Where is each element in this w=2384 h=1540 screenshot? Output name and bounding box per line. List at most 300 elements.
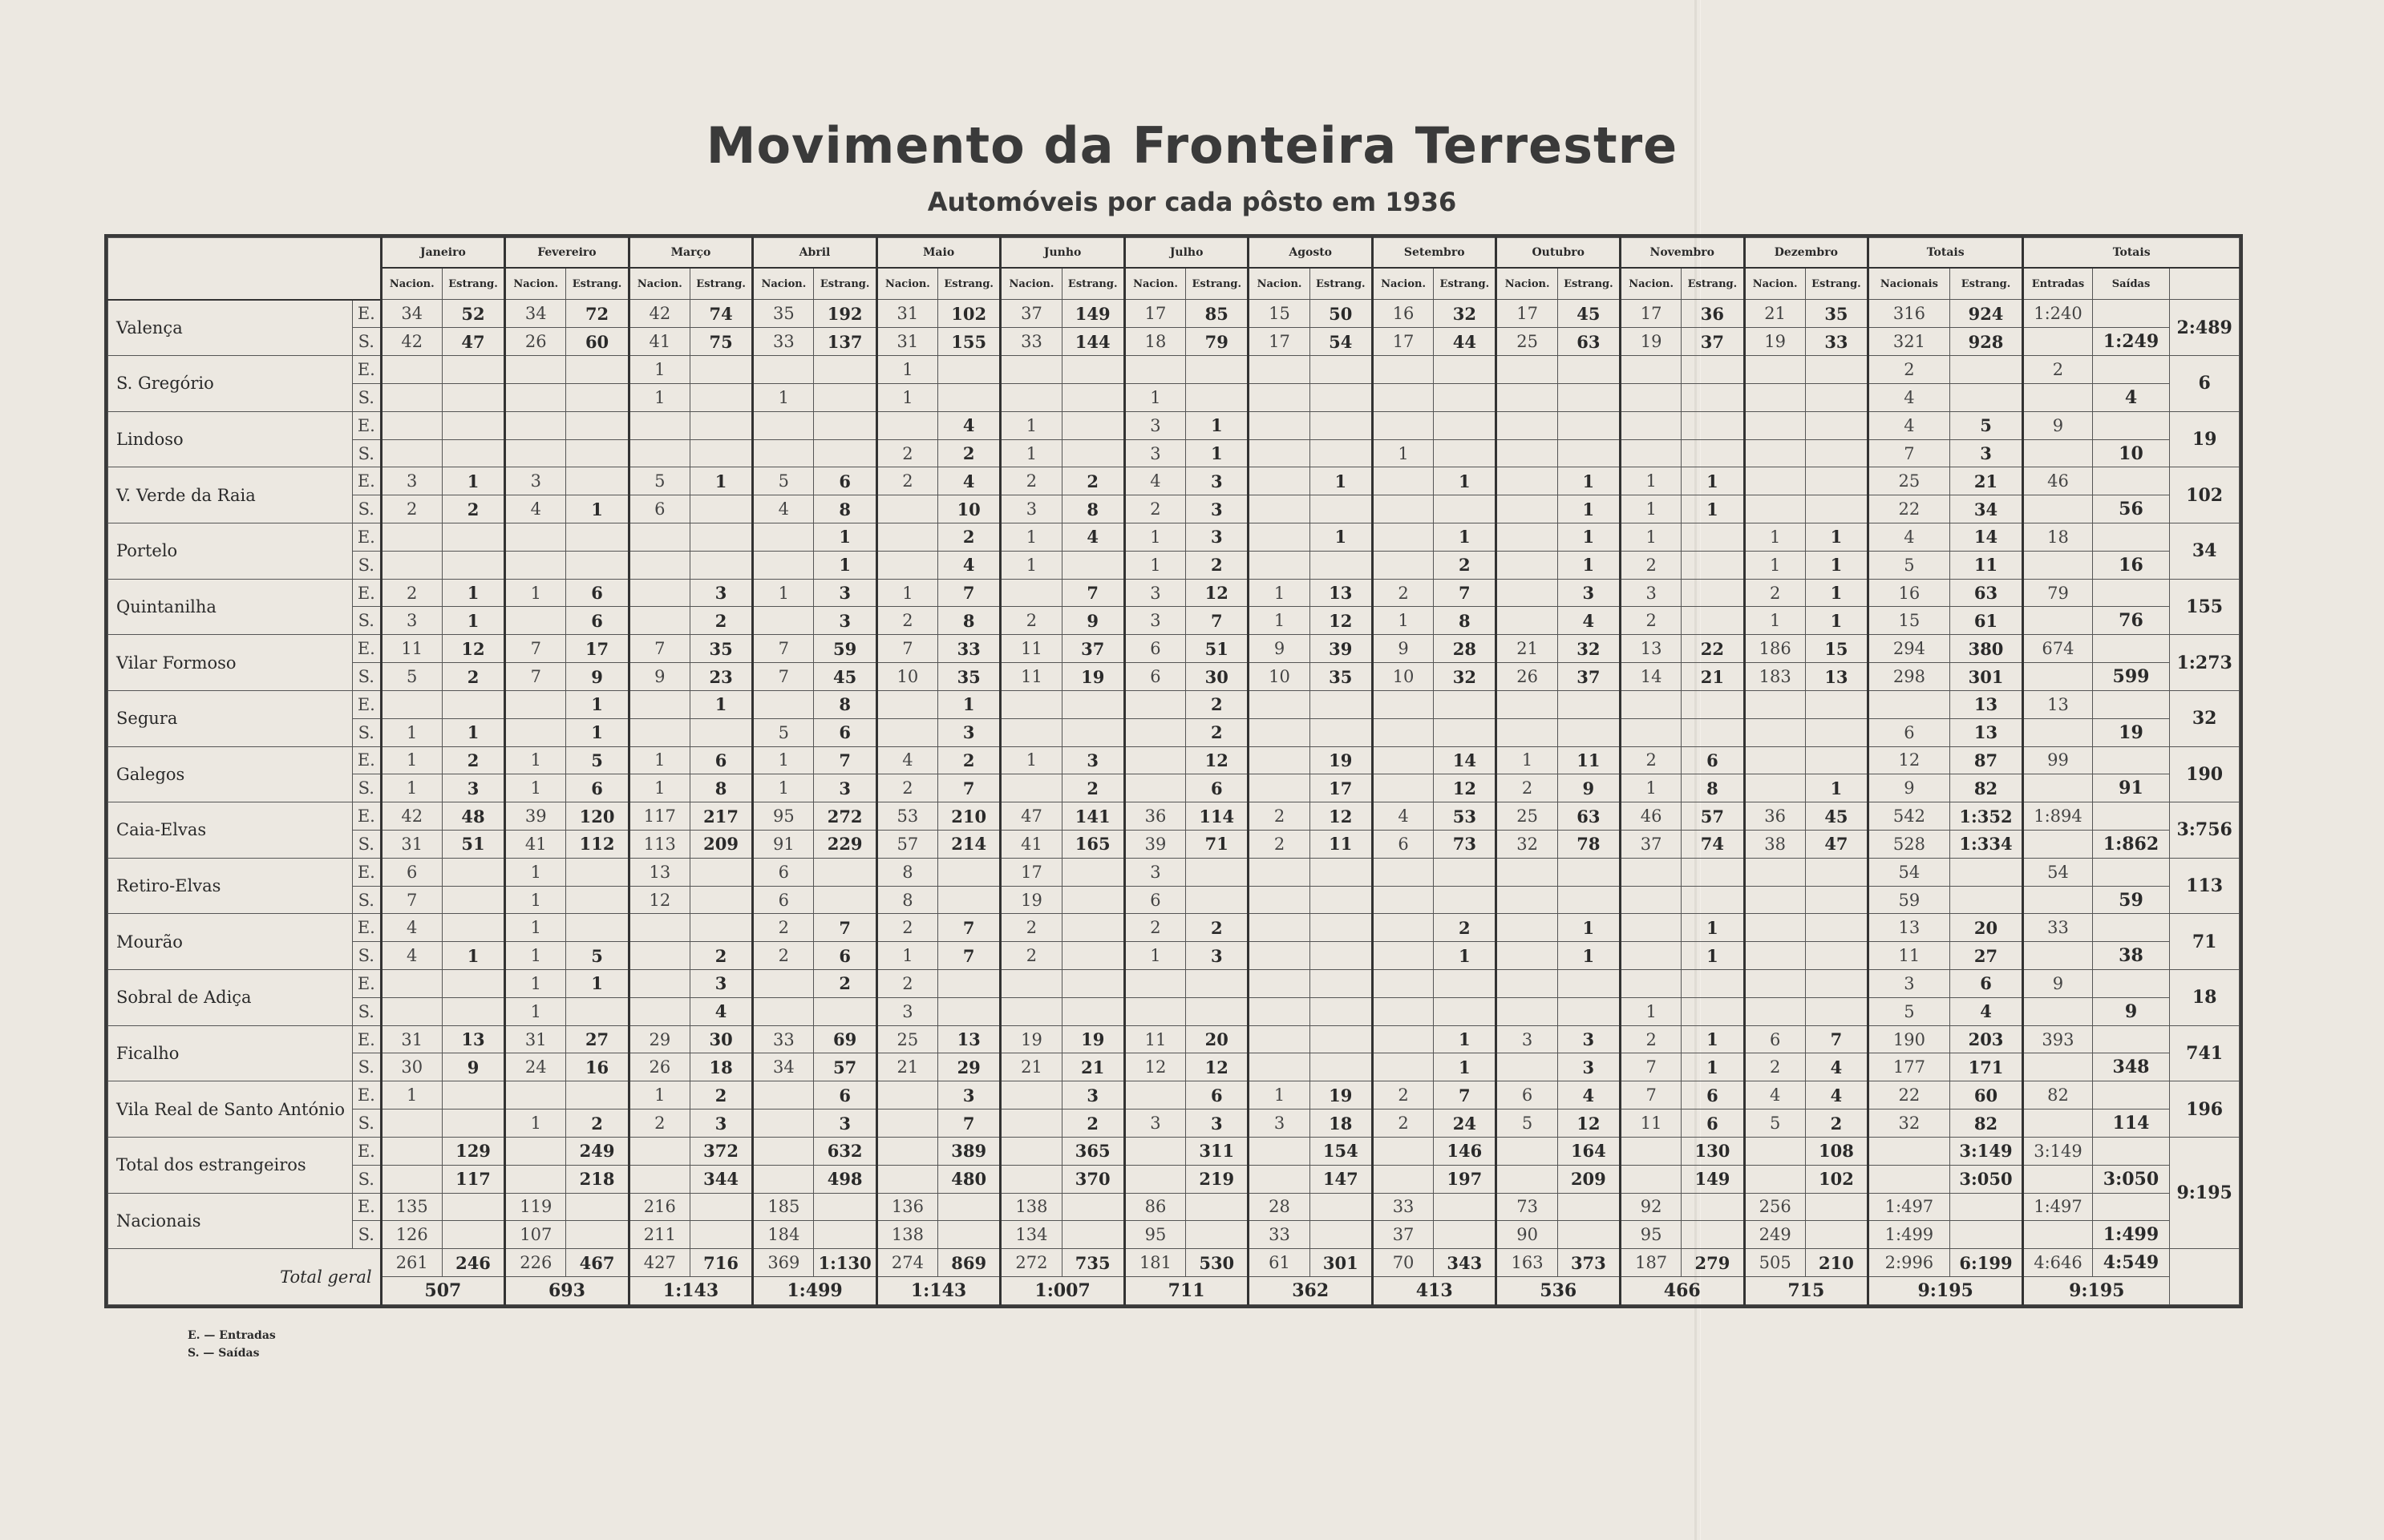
cell-nacion-blank [1372,1137,1433,1165]
total-geral-row [108,1276,2240,1304]
cell-nacion [1496,997,1557,1025]
cell-estrang [1805,439,1868,467]
cell-estrang: 2 [442,495,504,523]
total-entradas: 99 [2023,746,2092,774]
cell-nacion: 2 [1249,830,1309,858]
cell-estrang: 6 [1186,774,1249,802]
cell-estrang: 4 [1062,523,1124,552]
cell-estrang [690,356,752,384]
station-grand-total: 741 [2170,1025,2240,1081]
cell-nacion-sum: 61 [1249,1249,1309,1277]
cell-nacion-sum: 226 [505,1249,566,1277]
cell-nacion [505,356,566,384]
cell-estrang [690,495,752,523]
cell-estrang: 229 [814,830,876,858]
cell-nacion: 9 [1372,635,1433,663]
cell-estrang: 1 [1557,551,1620,579]
cell-nacion: 1 [381,746,442,774]
cell-estrang [1309,997,1372,1025]
cell-nacion [1744,411,1805,439]
cell-nacion [1496,886,1557,914]
total-nacionais: 59 [1868,886,1950,914]
cell-estrang [1434,495,1496,523]
cell-estrang: 27 [566,1025,629,1053]
table-row [108,607,2240,635]
cell-nacion: 1 [1001,523,1062,552]
total-nacionais: 294 [1868,635,1950,663]
cell-estrang-total: 108 [1805,1137,1868,1165]
cell-nacion-total: 256 [1744,1193,1805,1221]
cell-nacion [381,1110,442,1138]
total-nacionais: 13 [1868,914,1950,942]
nacionais-grand-total: 9:195 [2170,1137,2240,1248]
cell-estrang: 85 [1186,300,1249,328]
month-header: Abril [753,238,877,269]
cell-estrang: 13 [442,1025,504,1053]
cell-nacion-total: 185 [753,1193,814,1221]
total-saidas: 19 [2092,718,2170,746]
cell-nacion-sum: 272 [1001,1249,1062,1277]
cell-estrang [1557,690,1620,718]
cell-estrang: 19 [1062,663,1124,691]
cell-estrang [1682,997,1744,1025]
cell-estrang [1309,1053,1372,1081]
station-grand-total: 3:756 [2170,802,2240,859]
cell-nacion [1621,690,1682,718]
cell-estrang: 74 [1682,830,1744,858]
cell-nacion [1372,942,1433,970]
row-type-label: S. [353,774,382,802]
sub-header-estrang: Estrang. [1682,268,1744,300]
cell-estrang-sum: 869 [938,1249,1001,1277]
cell-estrang [1805,383,1868,411]
row-type-label: S. [353,439,382,467]
cell-estrang: 30 [690,1025,752,1053]
cell-nacion [1249,467,1309,495]
total-nacionais: 5 [1868,997,1950,1025]
row-type-label: E. [353,411,382,439]
cell-nacion: 2 [1001,607,1062,635]
cell-estrang [1309,1025,1372,1053]
cell-nacion: 11 [1001,635,1062,663]
cell-estrang: 8 [938,607,1001,635]
cell-nacion [1372,551,1433,579]
cell-nacion-blank [629,1165,690,1193]
cell-estrang: 1 [1805,551,1868,579]
cell-estrang: 214 [938,830,1001,858]
cell-nacion: 19 [1744,328,1805,356]
cell-estrang-blank [1434,1221,1496,1249]
table-row [108,997,2240,1025]
cell-nacion-blank [876,1137,937,1165]
cell-nacion: 6 [629,495,690,523]
cell-estrang-blank [1309,1193,1372,1221]
cell-estrang: 57 [814,1053,876,1081]
cell-estrang: 3 [938,1081,1001,1110]
cell-estrang: 1 [1682,942,1744,970]
cell-nacion: 17 [1496,300,1557,328]
nacionais-label: Nacionais [108,1193,353,1249]
sub-header-saidas: Saídas [2092,268,2170,300]
cell-estrang: 1 [1557,942,1620,970]
table-row [108,356,2240,384]
cell-estrang: 4 [938,551,1001,579]
cell-estrang: 1 [814,551,876,579]
cell-nacion-total: 138 [1001,1193,1062,1221]
cell-nacion [1621,886,1682,914]
total-entradas-blank [2023,942,2092,970]
cell-nacion [1249,523,1309,552]
total-estrang [1949,858,2023,886]
cell-estrang: 9 [1062,607,1124,635]
cell-estrang [1309,690,1372,718]
cell-nacion [753,356,814,384]
cell-estrang-total: 372 [690,1137,752,1165]
cell-estrang: 7 [938,1110,1001,1138]
cell-estrang-sum: 301 [1309,1249,1372,1277]
cell-estrang-sum: 246 [442,1249,504,1277]
cell-estrang [814,411,876,439]
cell-estrang: 16 [566,1053,629,1081]
cell-estrang: 1 [1557,523,1620,552]
cell-nacion [1124,690,1185,718]
cell-nacion: 46 [1621,802,1682,831]
total-nacionais: 7 [1868,439,1950,467]
cell-nacion [1001,690,1062,718]
cell-estrang [1186,858,1249,886]
cell-nacion: 1 [1621,467,1682,495]
cell-nacion [629,439,690,467]
cell-estrang: 149 [1062,300,1124,328]
cell-estrang: 37 [1682,328,1744,356]
cell-nacion: 7 [505,635,566,663]
cell-nacion [1372,1025,1433,1053]
cell-estrang: 35 [938,663,1001,691]
cell-estrang-blank [1062,1221,1124,1249]
cell-estrang-total: 154 [1309,1137,1372,1165]
total-entradas: 82 [2023,1081,2092,1110]
cell-estrang: 29 [938,1053,1001,1081]
cell-estrang: 1 [938,690,1001,718]
cell-estrang [690,551,752,579]
total-entradas: 1:894 [2023,802,2092,831]
cell-nacion [876,523,937,552]
cell-estrang: 45 [1805,802,1868,831]
cell-nacion: 8 [876,886,937,914]
cell-estrang: 2 [1062,774,1124,802]
cell-estrang [1557,356,1620,384]
cell-nacion: 1 [381,774,442,802]
station-name: Retiro-Elvas [108,858,353,914]
nacionais-row [108,1193,2240,1221]
cell-estrang [1309,411,1372,439]
cell-estrang [1805,495,1868,523]
sub-header-estrang: Estrang. [442,268,504,300]
total-estrang: 3:149 [1949,1137,2023,1165]
cell-nacion: 16 [1372,300,1433,328]
cell-nacion: 9 [629,663,690,691]
cell-estrang: 19 [1062,1025,1124,1053]
row-type-label: S. [353,663,382,691]
total-entradas: 2 [2023,356,2092,384]
cell-nacion [629,942,690,970]
cell-estrang: 17 [566,635,629,663]
cell-estrang [1682,551,1744,579]
cell-estrang [1557,858,1620,886]
cell-estrang-total: 117 [442,1165,504,1193]
cell-estrang: 102 [938,300,1001,328]
cell-estrang [1682,439,1744,467]
cell-estrang: 1 [1309,523,1372,552]
cell-nacion: 1 [1124,551,1185,579]
sub-header-nacion: Nacion. [876,268,937,300]
table-row [108,495,2240,523]
cell-estrang [814,356,876,384]
cell-estrang-total: 311 [1186,1137,1249,1165]
cell-nacion: 1 [1744,607,1805,635]
total-estrang: 27 [1949,942,2023,970]
cell-estrang [1557,886,1620,914]
total-saidas: 76 [2092,607,2170,635]
total-estrang: 20 [1949,914,2023,942]
cell-estrang: 1 [442,942,504,970]
total-entradas-blank [2023,997,2092,1025]
cell-estrang: 3 [814,607,876,635]
cell-estrang [1682,690,1744,718]
cell-nacion: 26 [505,328,566,356]
sub-header-estrang: Estrang. [690,268,752,300]
cell-estrang [814,439,876,467]
cell-nacion-blank [876,1165,937,1193]
cell-estrang: 12 [442,635,504,663]
total-estrang: 1:352 [1949,802,2023,831]
cell-nacion [1124,997,1185,1025]
cell-nacion [505,607,566,635]
cell-estrang: 35 [690,635,752,663]
cell-nacion: 42 [629,300,690,328]
cell-estrang-blank [1186,1221,1249,1249]
cell-nacion [1372,886,1433,914]
row-type-label: S. [353,1221,382,1249]
table-row [108,1081,2240,1110]
cell-estrang [1434,997,1496,1025]
cell-estrang [566,858,629,886]
row-type-label: S. [353,718,382,746]
sub-header-nacion: Nacion. [629,268,690,300]
sub-header-estrang: Estrang. [1309,268,1372,300]
cell-estrang-total: 164 [1557,1137,1620,1165]
cell-nacion: 33 [753,1025,814,1053]
cell-nacion-sum: 505 [1744,1249,1805,1277]
cell-nacion: 57 [876,830,937,858]
cell-nacion: 1 [505,914,566,942]
cell-estrang: 15 [1805,635,1868,663]
total-estrang: 380 [1949,635,2023,663]
cell-estrang: 45 [1557,300,1620,328]
cell-estrang: 5 [566,942,629,970]
cell-nacion: 4 [876,746,937,774]
cell-estrang: 1 [566,970,629,998]
month-header: Março [629,238,753,269]
cell-estrang: 1 [1557,495,1620,523]
cell-nacion [1621,356,1682,384]
cell-nacion [876,718,937,746]
cell-estrang: 21 [1062,1053,1124,1081]
row-type-label: E. [353,1025,382,1053]
cell-estrang: 209 [690,830,752,858]
cell-estrang: 4 [1557,607,1620,635]
cell-estrang: 2 [1186,718,1249,746]
total-nacionais: 2 [1868,356,1950,384]
cell-nacion: 2 [629,1110,690,1138]
total-saidas: 1:862 [2092,830,2170,858]
cell-nacion-total: 37 [1372,1221,1433,1249]
cell-estrang [1062,997,1124,1025]
cell-estrang: 22 [1682,635,1744,663]
station-name: Lindoso [108,411,353,467]
cell-nacion: 3 [1124,411,1185,439]
month-grand-total: 466 [1621,1276,1745,1304]
cell-estrang: 114 [1186,802,1249,831]
cell-nacion: 5 [1496,1110,1557,1138]
cell-nacion [505,551,566,579]
cell-nacion: 3 [381,607,442,635]
cell-estrang: 144 [1062,328,1124,356]
cell-estrang-total: 480 [938,1165,1001,1193]
cell-nacion [1249,942,1309,970]
cell-nacion: 1 [1001,411,1062,439]
cell-nacion [1621,383,1682,411]
cell-estrang: 1 [442,718,504,746]
cell-nacion: 36 [1744,802,1805,831]
row-type-label: E. [353,1081,382,1110]
cell-nacion [753,970,814,998]
cell-estrang: 1 [1434,467,1496,495]
cell-estrang: 47 [442,328,504,356]
cell-estrang: 18 [690,1053,752,1081]
cell-nacion [1496,1053,1557,1081]
table-row [108,411,2240,439]
total-estrang-blank [1949,1221,2023,1249]
cell-nacion-total: 73 [1496,1193,1557,1221]
row-type-label: S. [353,607,382,635]
cell-estrang: 210 [938,802,1001,831]
total-entradas: 54 [2023,858,2092,886]
cell-estrang: 10 [938,495,1001,523]
cell-estrang: 75 [690,328,752,356]
cell-estrang: 7 [1805,1025,1868,1053]
station-name: Portelo [108,523,353,580]
cell-estrang [938,997,1001,1025]
cell-estrang [690,439,752,467]
cell-estrang: 7 [938,579,1001,607]
cell-nacion-sum: 70 [1372,1249,1433,1277]
sub-header-nacion: Nacion. [1124,268,1185,300]
cell-estrang: 52 [442,300,504,328]
cell-estrang [442,411,504,439]
cell-nacion: 10 [1372,663,1433,691]
total-entradas-blank [2023,607,2092,635]
cell-nacion [1744,970,1805,998]
cell-nacion: 2 [876,439,937,467]
total-nacionais: 321 [1868,328,1950,356]
cell-estrang: 35 [1805,300,1868,328]
total-entradas: 13 [2023,690,2092,718]
cell-estrang: 1 [442,607,504,635]
sub-header-nacion: Nacion. [1372,268,1433,300]
cell-estrang: 3 [814,774,876,802]
cell-estrang: 71 [1186,830,1249,858]
cell-nacion [629,718,690,746]
cell-nacion [381,690,442,718]
cell-estrang [1434,356,1496,384]
total-estrang: 14 [1949,523,2023,552]
cell-estrang: 20 [1186,1025,1249,1053]
total-entradas: 3:149 [2023,1137,2092,1165]
cell-estrang [442,914,504,942]
cell-nacion: 1 [505,1110,566,1138]
cell-estrang-blank [1186,1193,1249,1221]
station-name: Sobral de Adiça [108,970,353,1026]
cell-nacion [381,970,442,998]
cell-nacion [381,356,442,384]
cell-estrang: 13 [1805,663,1868,691]
sub-header-nacionais: Nacionais [1868,268,1950,300]
cell-nacion: 2 [876,970,937,998]
cell-nacion: 7 [876,635,937,663]
cell-estrang: 2 [442,663,504,691]
cell-nacion: 1 [1249,579,1309,607]
table-row [108,886,2240,914]
cell-nacion-total: 138 [876,1221,937,1249]
total-estrang: 928 [1949,328,2023,356]
cell-estrang: 14 [1434,746,1496,774]
cell-estrang [1682,858,1744,886]
cell-nacion: 1 [381,718,442,746]
cell-nacion: 31 [505,1025,566,1053]
cell-estrang-sum: 343 [1434,1249,1496,1277]
cell-nacion [1001,579,1062,607]
cell-estrang [1557,383,1620,411]
cell-nacion [1496,551,1557,579]
cell-estrang-total: 218 [566,1165,629,1193]
cell-nacion: 1 [629,774,690,802]
cell-nacion: 21 [876,1053,937,1081]
cell-nacion [1621,718,1682,746]
cell-nacion: 6 [1124,635,1185,663]
sub-header-estrang: Estrang. [938,268,1001,300]
cell-estrang [566,914,629,942]
cell-estrang [1434,970,1496,998]
cell-nacion: 2 [1496,774,1557,802]
total-saidas: 114 [2092,1110,2170,1138]
cell-estrang [938,858,1001,886]
cell-nacion: 1 [1621,774,1682,802]
total-entradas-blank [2023,383,2092,411]
table-row [108,802,2240,831]
cell-nacion [1372,774,1433,802]
cell-estrang [814,383,876,411]
total-saidas: 4 [2092,383,2170,411]
table-row [108,718,2240,746]
cell-nacion [1372,718,1433,746]
total-estrangeiros-row [108,1137,2240,1165]
cell-estrang-total: 632 [814,1137,876,1165]
total-estrang: 6 [1949,970,2023,998]
cell-nacion: 2 [1124,914,1185,942]
cell-estrang [442,997,504,1025]
month-header: Janeiro [381,238,505,269]
